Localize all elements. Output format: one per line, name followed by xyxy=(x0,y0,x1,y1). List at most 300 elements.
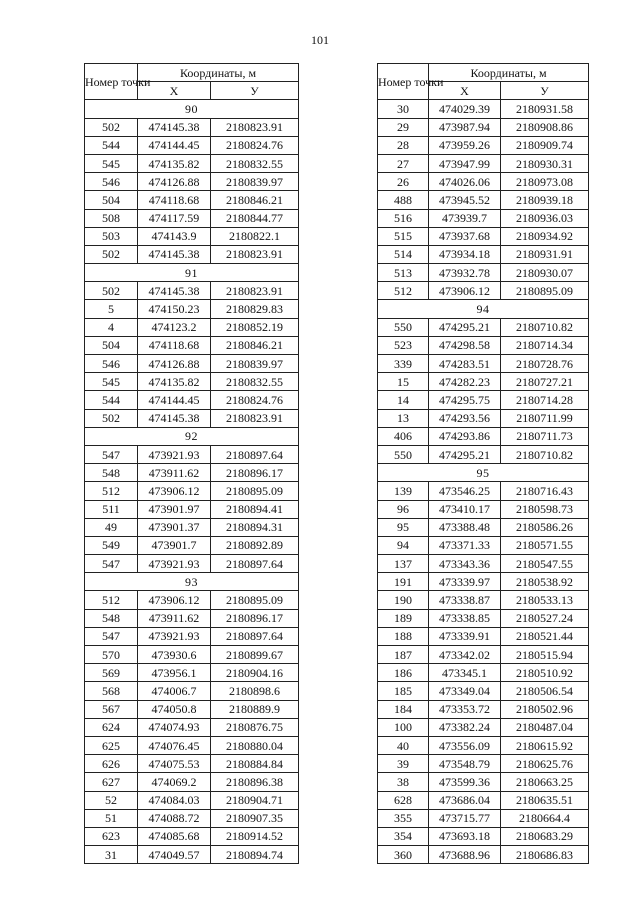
y-coordinate-cell: 2180832.55 xyxy=(211,154,299,172)
group-label: 93 xyxy=(85,573,299,591)
table-row xyxy=(85,591,299,609)
point-number-cell: 508 xyxy=(85,209,138,227)
y-coordinate-cell: 2180598.73 xyxy=(501,500,589,518)
x-coordinate-cell: 473911.62 xyxy=(138,464,211,482)
y-coordinate-cell: 2180521.44 xyxy=(501,627,589,645)
header-point-number: Номер точки xyxy=(85,64,138,100)
y-coordinate-cell: 2180664.4 xyxy=(501,809,589,827)
table-row xyxy=(378,646,589,664)
point-number-cell: 624 xyxy=(85,718,138,736)
x-coordinate-cell: 474145.38 xyxy=(138,245,211,263)
table-row xyxy=(85,555,299,573)
point-number-cell: 546 xyxy=(85,173,138,191)
point-number-cell: 546 xyxy=(85,355,138,373)
point-number-cell: 549 xyxy=(85,536,138,554)
table-row xyxy=(85,518,299,536)
y-coordinate-cell: 2180895.09 xyxy=(211,482,299,500)
x-coordinate-cell: 473548.79 xyxy=(429,755,501,773)
table-row xyxy=(378,500,589,518)
table-row xyxy=(378,700,589,718)
y-coordinate-cell: 2180880.04 xyxy=(211,736,299,754)
table-row xyxy=(378,209,589,227)
x-coordinate-cell: 474029.39 xyxy=(429,100,501,118)
y-coordinate-cell: 2180502.96 xyxy=(501,700,589,718)
x-coordinate-cell: 474150.23 xyxy=(138,300,211,318)
point-number-cell: 544 xyxy=(85,391,138,409)
header-coordinates: Координаты, м xyxy=(429,64,589,82)
table-row xyxy=(378,391,589,409)
point-number-cell: 52 xyxy=(85,791,138,809)
x-coordinate-cell: 474143.9 xyxy=(138,227,211,245)
y-coordinate-cell: 2180823.91 xyxy=(211,245,299,263)
x-coordinate-cell: 473339.97 xyxy=(429,573,501,591)
y-coordinate-cell: 2180973.08 xyxy=(501,173,589,191)
group-label: 91 xyxy=(85,264,299,282)
table-row xyxy=(85,300,299,318)
x-coordinate-cell: 474295.21 xyxy=(429,318,501,336)
x-coordinate-cell: 473338.85 xyxy=(429,609,501,627)
x-coordinate-cell: 474126.88 xyxy=(138,355,211,373)
point-number-cell: 139 xyxy=(378,482,429,500)
point-number-cell: 94 xyxy=(378,536,429,554)
table-row xyxy=(378,482,589,500)
y-coordinate-cell: 2180714.34 xyxy=(501,336,589,354)
x-coordinate-cell: 474295.21 xyxy=(429,445,501,463)
table-row xyxy=(378,573,589,591)
point-number-cell: 628 xyxy=(378,791,429,809)
x-coordinate-cell: 474283.51 xyxy=(429,355,501,373)
x-coordinate-cell: 473906.12 xyxy=(429,282,501,300)
group-header-row xyxy=(85,427,299,445)
group-header-row xyxy=(85,100,299,118)
point-number-cell: 31 xyxy=(85,846,138,864)
y-coordinate-cell: 2180908.86 xyxy=(501,118,589,136)
table-row xyxy=(378,118,589,136)
point-number-cell: 545 xyxy=(85,154,138,172)
x-coordinate-cell: 474118.68 xyxy=(138,336,211,354)
y-coordinate-cell: 2180904.16 xyxy=(211,664,299,682)
point-number-cell: 185 xyxy=(378,682,429,700)
x-coordinate-cell: 474026.06 xyxy=(429,173,501,191)
table-row xyxy=(85,827,299,845)
point-number-cell: 514 xyxy=(378,245,429,263)
x-coordinate-cell: 474293.86 xyxy=(429,427,501,445)
point-number-cell: 137 xyxy=(378,555,429,573)
x-coordinate-cell: 474049.57 xyxy=(138,846,211,864)
point-number-cell: 96 xyxy=(378,500,429,518)
x-coordinate-cell: 474117.59 xyxy=(138,209,211,227)
x-coordinate-cell: 473342.02 xyxy=(429,646,501,664)
point-number-cell: 30 xyxy=(378,100,429,118)
x-coordinate-cell: 474084.03 xyxy=(138,791,211,809)
x-coordinate-cell: 474075.53 xyxy=(138,755,211,773)
y-coordinate-cell: 2180894.41 xyxy=(211,500,299,518)
y-coordinate-cell: 2180663.25 xyxy=(501,773,589,791)
table-row xyxy=(85,282,299,300)
y-coordinate-cell: 2180824.76 xyxy=(211,391,299,409)
x-coordinate-cell: 474088.72 xyxy=(138,809,211,827)
y-coordinate-cell: 2180714.28 xyxy=(501,391,589,409)
y-coordinate-cell: 2180889.9 xyxy=(211,700,299,718)
x-coordinate-cell: 473338.87 xyxy=(429,591,501,609)
point-number-cell: 625 xyxy=(85,736,138,754)
table-row xyxy=(85,700,299,718)
point-number-cell: 15 xyxy=(378,373,429,391)
y-coordinate-cell: 2180939.18 xyxy=(501,191,589,209)
point-number-cell: 523 xyxy=(378,336,429,354)
x-coordinate-cell: 474135.82 xyxy=(138,154,211,172)
x-coordinate-cell: 474145.38 xyxy=(138,409,211,427)
header-x: X xyxy=(138,82,211,100)
table-row xyxy=(85,536,299,554)
table-row xyxy=(85,646,299,664)
table-row xyxy=(378,282,589,300)
table-row xyxy=(85,445,299,463)
table-row xyxy=(85,154,299,172)
point-number-cell: 187 xyxy=(378,646,429,664)
group-header-row xyxy=(378,300,589,318)
x-coordinate-cell: 473906.12 xyxy=(138,591,211,609)
x-coordinate-cell: 474050.8 xyxy=(138,700,211,718)
table-row xyxy=(378,154,589,172)
y-coordinate-cell: 2180896.17 xyxy=(211,609,299,627)
x-coordinate-cell: 473343.36 xyxy=(429,555,501,573)
point-number-cell: 27 xyxy=(378,154,429,172)
y-coordinate-cell: 2180898.6 xyxy=(211,682,299,700)
x-coordinate-cell: 473339.91 xyxy=(429,627,501,645)
point-number-cell: 28 xyxy=(378,136,429,154)
y-coordinate-cell: 2180727.21 xyxy=(501,373,589,391)
y-coordinate-cell: 2180897.64 xyxy=(211,627,299,645)
x-coordinate-cell: 473686.04 xyxy=(429,791,501,809)
y-coordinate-cell: 2180533.13 xyxy=(501,591,589,609)
y-coordinate-cell: 2180710.82 xyxy=(501,445,589,463)
x-coordinate-cell: 473921.93 xyxy=(138,555,211,573)
y-coordinate-cell: 2180822.1 xyxy=(211,227,299,245)
table-row xyxy=(85,627,299,645)
table-row xyxy=(378,100,589,118)
y-coordinate-cell: 2180876.75 xyxy=(211,718,299,736)
point-number-cell: 406 xyxy=(378,427,429,445)
table-row xyxy=(85,118,299,136)
x-coordinate-cell: 473901.37 xyxy=(138,518,211,536)
table-row xyxy=(378,809,589,827)
y-coordinate-cell: 2180538.92 xyxy=(501,573,589,591)
table-row xyxy=(378,373,589,391)
x-coordinate-cell: 474298.58 xyxy=(429,336,501,354)
x-coordinate-cell: 474293.56 xyxy=(429,409,501,427)
point-number-cell: 26 xyxy=(378,173,429,191)
table-row xyxy=(378,555,589,573)
x-coordinate-cell: 473959.26 xyxy=(429,136,501,154)
x-coordinate-cell: 474076.45 xyxy=(138,736,211,754)
point-number-cell: 515 xyxy=(378,227,429,245)
table-row xyxy=(378,791,589,809)
x-coordinate-cell: 474074.93 xyxy=(138,718,211,736)
table-row xyxy=(378,627,589,645)
y-coordinate-cell: 2180914.52 xyxy=(211,827,299,845)
point-number-cell: 511 xyxy=(85,500,138,518)
point-number-cell: 504 xyxy=(85,336,138,354)
table-row xyxy=(378,173,589,191)
page-number: 101 xyxy=(311,33,329,47)
y-coordinate-cell: 2180884.84 xyxy=(211,755,299,773)
y-coordinate-cell: 2180829.83 xyxy=(211,300,299,318)
y-coordinate-cell: 2180823.91 xyxy=(211,409,299,427)
point-number-cell: 545 xyxy=(85,373,138,391)
header-x: X xyxy=(429,82,501,100)
y-coordinate-cell: 2180894.74 xyxy=(211,846,299,864)
point-number-cell: 186 xyxy=(378,664,429,682)
table-row xyxy=(85,318,299,336)
point-number-cell: 189 xyxy=(378,609,429,627)
table-row xyxy=(85,136,299,154)
x-coordinate-cell: 473388.48 xyxy=(429,518,501,536)
point-number-cell: 623 xyxy=(85,827,138,845)
point-number-cell: 626 xyxy=(85,755,138,773)
header-point-number: Номер точки xyxy=(378,64,429,100)
table-row xyxy=(378,355,589,373)
y-coordinate-cell: 2180515.94 xyxy=(501,646,589,664)
table-row xyxy=(85,464,299,482)
table-row xyxy=(85,736,299,754)
y-coordinate-cell: 2180934.92 xyxy=(501,227,589,245)
x-coordinate-cell: 473715.77 xyxy=(429,809,501,827)
y-coordinate-cell: 2180527.24 xyxy=(501,609,589,627)
y-coordinate-cell: 2180571.55 xyxy=(501,536,589,554)
y-coordinate-cell: 2180909.74 xyxy=(501,136,589,154)
table-row xyxy=(378,264,589,282)
y-coordinate-cell: 2180586.26 xyxy=(501,518,589,536)
point-number-cell: 191 xyxy=(378,573,429,591)
y-coordinate-cell: 2180728.76 xyxy=(501,355,589,373)
x-coordinate-cell: 474145.38 xyxy=(138,118,211,136)
x-coordinate-cell: 474118.68 xyxy=(138,191,211,209)
point-number-cell: 550 xyxy=(378,318,429,336)
y-coordinate-cell: 2180846.21 xyxy=(211,336,299,354)
y-coordinate-cell: 2180896.17 xyxy=(211,464,299,482)
point-number-cell: 339 xyxy=(378,355,429,373)
x-coordinate-cell: 473911.62 xyxy=(138,609,211,627)
point-number-cell: 548 xyxy=(85,609,138,627)
x-coordinate-cell: 473693.18 xyxy=(429,827,501,845)
point-number-cell: 29 xyxy=(378,118,429,136)
table-row xyxy=(378,518,589,536)
group-header-row xyxy=(85,573,299,591)
x-coordinate-cell: 473556.09 xyxy=(429,736,501,754)
point-number-cell: 547 xyxy=(85,555,138,573)
table-row xyxy=(378,773,589,791)
x-coordinate-cell: 474123.2 xyxy=(138,318,211,336)
point-number-cell: 49 xyxy=(85,518,138,536)
table-row xyxy=(85,227,299,245)
group-header-row xyxy=(85,264,299,282)
point-number-cell: 190 xyxy=(378,591,429,609)
point-number-cell: 488 xyxy=(378,191,429,209)
table-body-right xyxy=(378,100,589,864)
x-coordinate-cell: 473688.96 xyxy=(429,846,501,864)
point-number-cell: 13 xyxy=(378,409,429,427)
x-coordinate-cell: 473906.12 xyxy=(138,482,211,500)
y-coordinate-cell: 2180904.71 xyxy=(211,791,299,809)
table-row xyxy=(85,336,299,354)
x-coordinate-cell: 474144.45 xyxy=(138,391,211,409)
y-coordinate-cell: 2180897.64 xyxy=(211,445,299,463)
table-row xyxy=(85,245,299,263)
y-coordinate-cell: 2180823.91 xyxy=(211,118,299,136)
y-coordinate-cell: 2180894.31 xyxy=(211,518,299,536)
y-coordinate-cell: 2180844.77 xyxy=(211,209,299,227)
table-row xyxy=(378,609,589,627)
table-row xyxy=(378,536,589,554)
point-number-cell: 502 xyxy=(85,282,138,300)
point-number-cell: 354 xyxy=(378,827,429,845)
point-number-cell: 512 xyxy=(85,482,138,500)
y-coordinate-cell: 2180907.35 xyxy=(211,809,299,827)
point-number-cell: 95 xyxy=(378,518,429,536)
y-coordinate-cell: 2180711.73 xyxy=(501,427,589,445)
x-coordinate-cell: 474282.23 xyxy=(429,373,501,391)
table-row xyxy=(378,136,589,154)
point-number-cell: 512 xyxy=(378,282,429,300)
y-coordinate-cell: 2180832.55 xyxy=(211,373,299,391)
point-number-cell: 567 xyxy=(85,700,138,718)
y-coordinate-cell: 2180615.92 xyxy=(501,736,589,754)
point-number-cell: 570 xyxy=(85,646,138,664)
table-row xyxy=(378,191,589,209)
x-coordinate-cell: 474006.7 xyxy=(138,682,211,700)
y-coordinate-cell: 2180686.83 xyxy=(501,846,589,864)
table-row xyxy=(378,245,589,263)
y-coordinate-cell: 2180892.89 xyxy=(211,536,299,554)
table-row xyxy=(378,682,589,700)
header-coordinates: Координаты, м xyxy=(138,64,299,82)
table-row xyxy=(85,191,299,209)
point-number-cell: 100 xyxy=(378,718,429,736)
point-number-cell: 547 xyxy=(85,627,138,645)
x-coordinate-cell: 473901.97 xyxy=(138,500,211,518)
table-row xyxy=(85,482,299,500)
y-coordinate-cell: 2180506.54 xyxy=(501,682,589,700)
table-row xyxy=(378,718,589,736)
x-coordinate-cell: 474144.45 xyxy=(138,136,211,154)
x-coordinate-cell: 473901.7 xyxy=(138,536,211,554)
table-row xyxy=(85,209,299,227)
point-number-cell: 188 xyxy=(378,627,429,645)
x-coordinate-cell: 473937.68 xyxy=(429,227,501,245)
table-row xyxy=(85,809,299,827)
y-coordinate-cell: 2180846.21 xyxy=(211,191,299,209)
x-coordinate-cell: 474126.88 xyxy=(138,173,211,191)
table-row xyxy=(378,846,589,864)
x-coordinate-cell: 473371.33 xyxy=(429,536,501,554)
x-coordinate-cell: 473546.25 xyxy=(429,482,501,500)
group-label: 92 xyxy=(85,427,299,445)
x-coordinate-cell: 474069.2 xyxy=(138,773,211,791)
x-coordinate-cell: 473599.36 xyxy=(429,773,501,791)
table-row xyxy=(378,227,589,245)
group-label: 95 xyxy=(378,464,589,482)
y-coordinate-cell: 2180625.76 xyxy=(501,755,589,773)
table-row xyxy=(85,373,299,391)
table-row xyxy=(85,718,299,736)
group-header-row xyxy=(378,464,589,482)
x-coordinate-cell: 473945.52 xyxy=(429,191,501,209)
point-number-cell: 39 xyxy=(378,755,429,773)
y-coordinate-cell: 2180487.04 xyxy=(501,718,589,736)
point-number-cell: 627 xyxy=(85,773,138,791)
table-row xyxy=(378,664,589,682)
point-number-cell: 502 xyxy=(85,245,138,263)
point-number-cell: 547 xyxy=(85,445,138,463)
table-row xyxy=(85,173,299,191)
coordinates-table-left xyxy=(84,63,299,864)
x-coordinate-cell: 473349.04 xyxy=(429,682,501,700)
y-coordinate-cell: 2180710.82 xyxy=(501,318,589,336)
table-row xyxy=(378,409,589,427)
y-coordinate-cell: 2180895.09 xyxy=(211,591,299,609)
x-coordinate-cell: 473410.17 xyxy=(429,500,501,518)
y-coordinate-cell: 2180510.92 xyxy=(501,664,589,682)
table-row xyxy=(85,355,299,373)
table-row xyxy=(85,682,299,700)
x-coordinate-cell: 474135.82 xyxy=(138,373,211,391)
point-number-cell: 5 xyxy=(85,300,138,318)
x-coordinate-cell: 473930.6 xyxy=(138,646,211,664)
table-row xyxy=(378,827,589,845)
point-number-cell: 14 xyxy=(378,391,429,409)
y-coordinate-cell: 2180897.64 xyxy=(211,555,299,573)
x-coordinate-cell: 474085.68 xyxy=(138,827,211,845)
table-row xyxy=(378,445,589,463)
table-row xyxy=(378,318,589,336)
y-coordinate-cell: 2180931.58 xyxy=(501,100,589,118)
table-body-left xyxy=(85,100,299,864)
x-coordinate-cell: 473947.99 xyxy=(429,154,501,172)
table-row xyxy=(378,336,589,354)
y-coordinate-cell: 2180930.31 xyxy=(501,154,589,172)
y-coordinate-cell: 2180852.19 xyxy=(211,318,299,336)
table-row xyxy=(85,773,299,791)
point-number-cell: 51 xyxy=(85,809,138,827)
y-coordinate-cell: 2180839.97 xyxy=(211,355,299,373)
x-coordinate-cell: 474145.38 xyxy=(138,282,211,300)
x-coordinate-cell: 473987.94 xyxy=(429,118,501,136)
x-coordinate-cell: 473382.24 xyxy=(429,718,501,736)
point-number-cell: 504 xyxy=(85,191,138,209)
y-coordinate-cell: 2180711.99 xyxy=(501,409,589,427)
x-coordinate-cell: 474295.75 xyxy=(429,391,501,409)
point-number-cell: 512 xyxy=(85,591,138,609)
point-number-cell: 568 xyxy=(85,682,138,700)
x-coordinate-cell: 473934.18 xyxy=(429,245,501,263)
table-row xyxy=(85,500,299,518)
table-row xyxy=(85,664,299,682)
x-coordinate-cell: 473956.1 xyxy=(138,664,211,682)
table-row xyxy=(85,391,299,409)
y-coordinate-cell: 2180716.43 xyxy=(501,482,589,500)
point-number-cell: 516 xyxy=(378,209,429,227)
coordinates-table-right xyxy=(377,63,589,864)
group-label: 94 xyxy=(378,300,589,318)
header-y: У xyxy=(501,82,589,100)
y-coordinate-cell: 2180839.97 xyxy=(211,173,299,191)
y-coordinate-cell: 2180823.91 xyxy=(211,282,299,300)
point-number-cell: 544 xyxy=(85,136,138,154)
x-coordinate-cell: 473939.7 xyxy=(429,209,501,227)
y-coordinate-cell: 2180895.09 xyxy=(501,282,589,300)
x-coordinate-cell: 473921.93 xyxy=(138,627,211,645)
